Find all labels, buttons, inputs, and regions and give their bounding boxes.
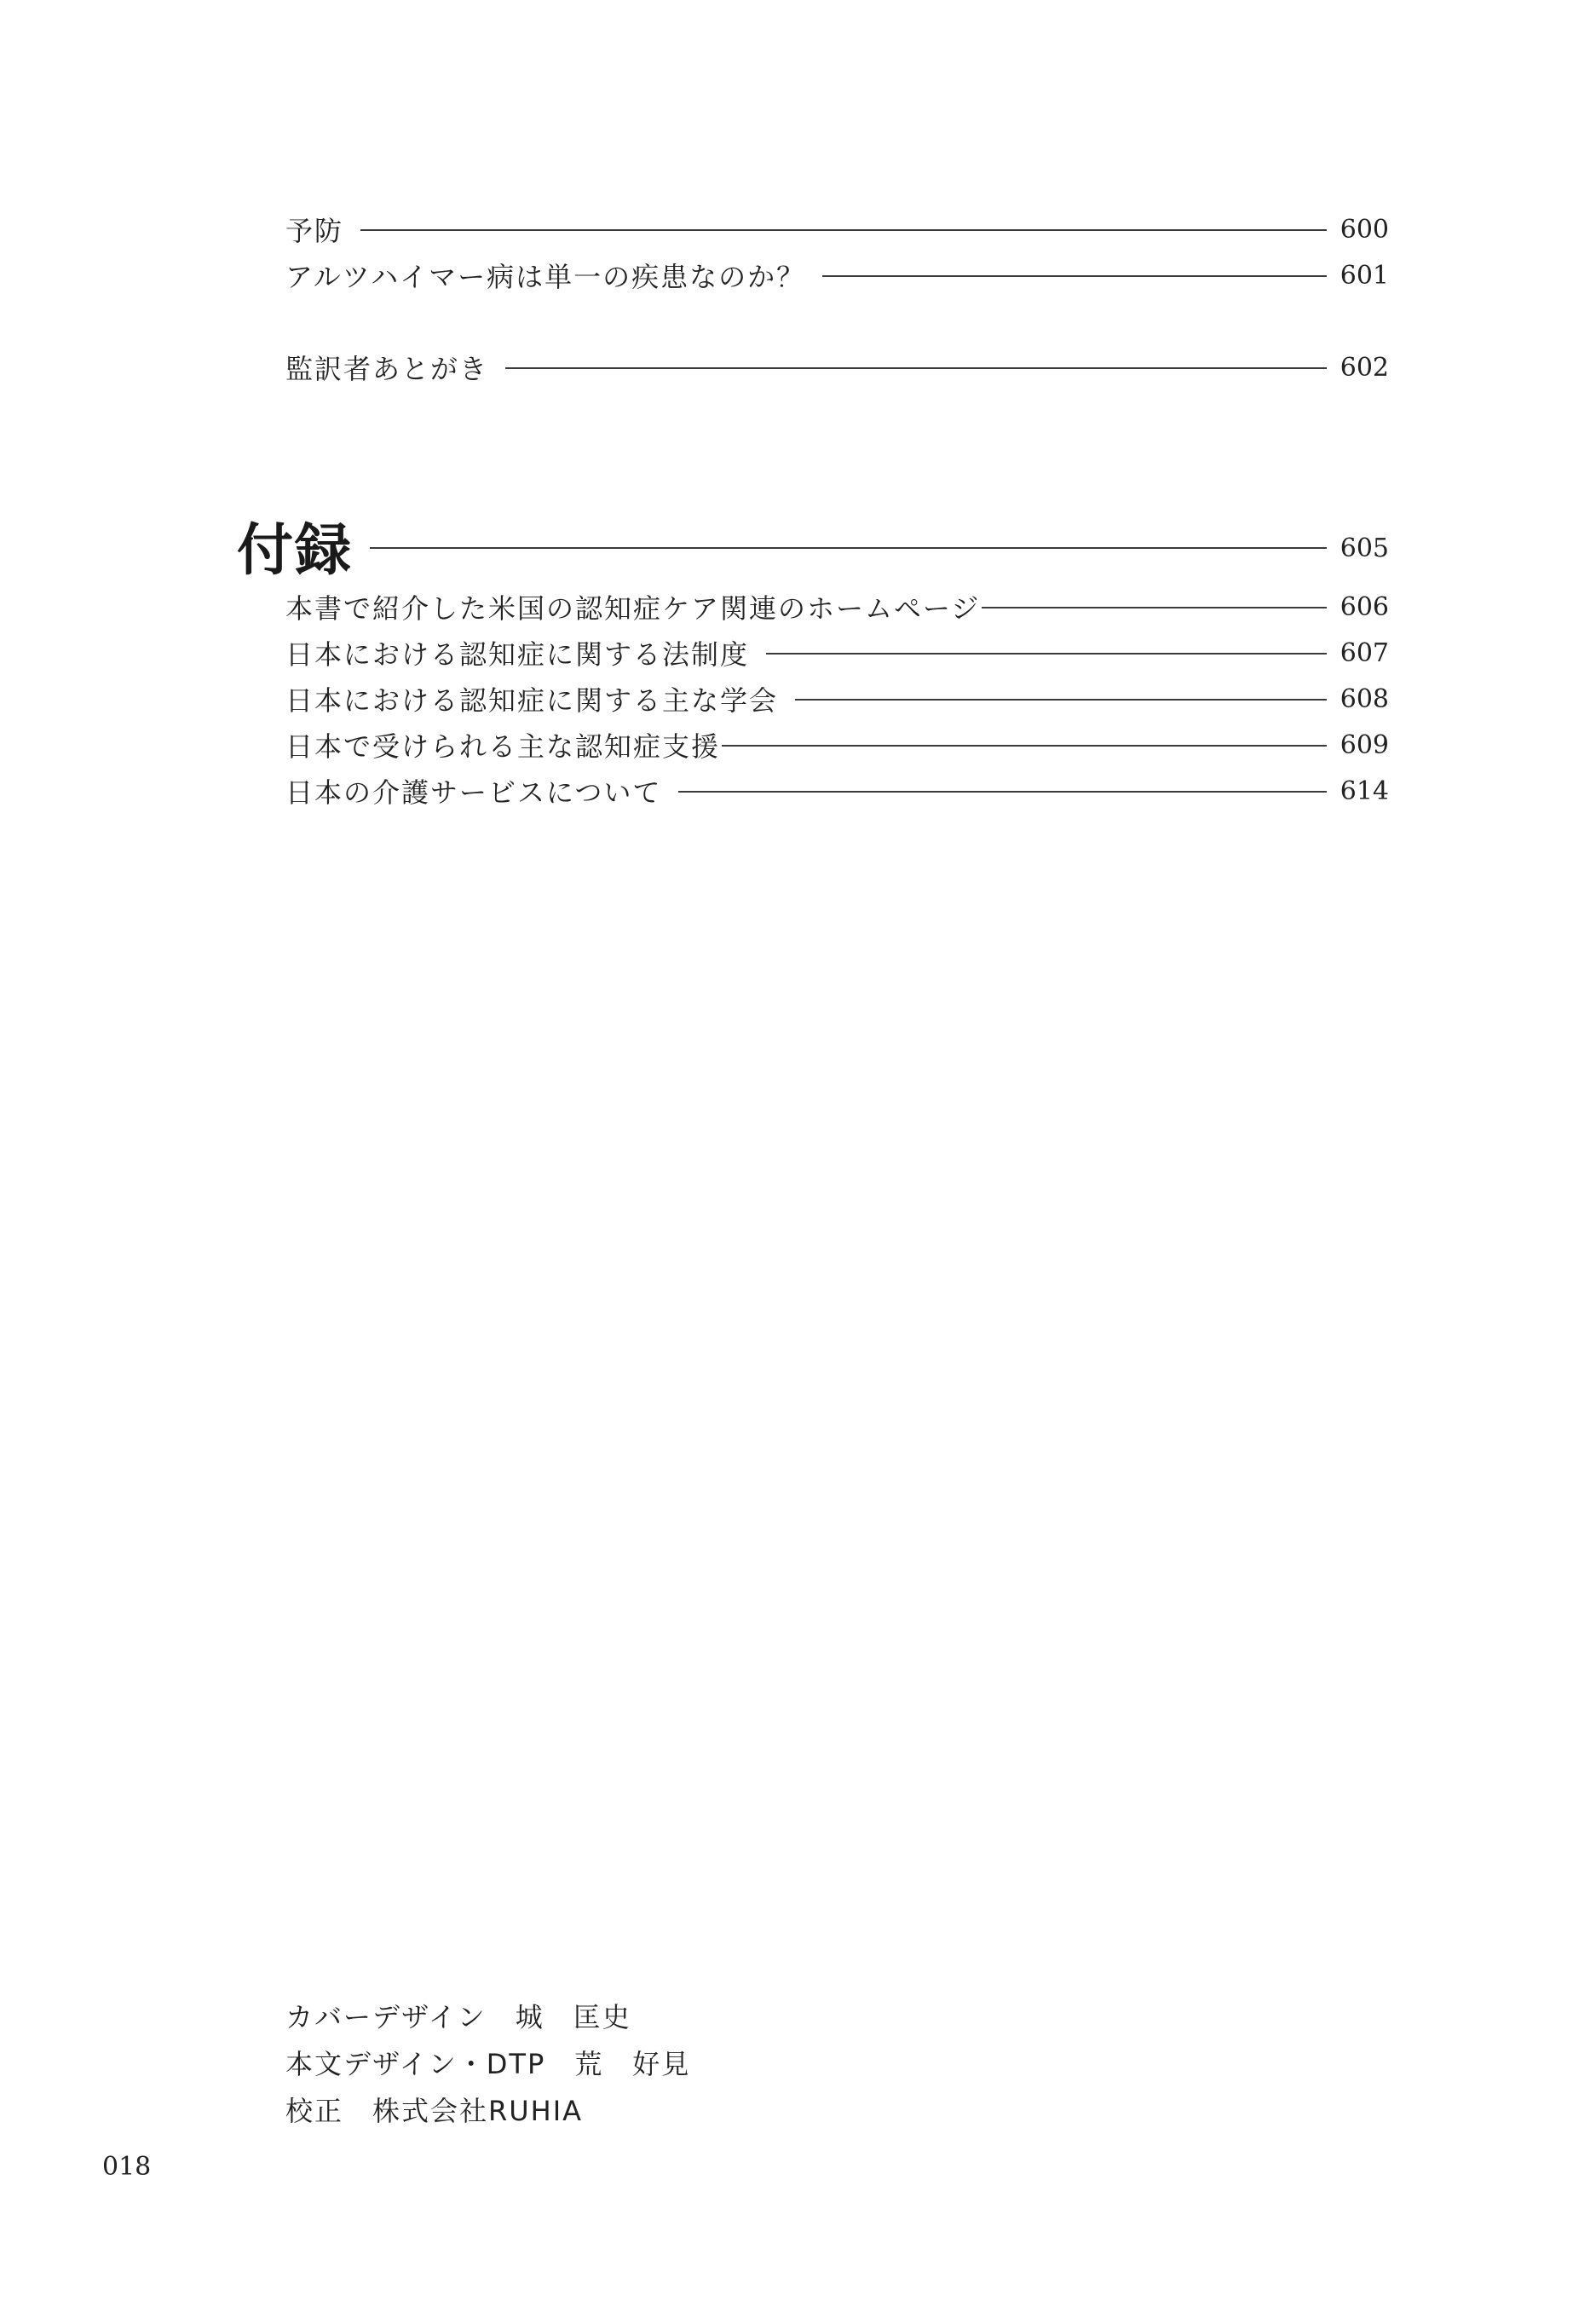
toc-entry-page: 614 — [1340, 776, 1389, 806]
toc-entry-prevention[interactable] — [285, 206, 1389, 252]
appendix-entry-homepages[interactable] — [285, 584, 1389, 630]
credit-text-design: 本文デザイン・DTP 荒 好見 — [285, 2048, 691, 2080]
toc-leader-line — [722, 745, 1327, 747]
toc-entry-label: 日本における認知症に関する主な学会 — [285, 684, 779, 717]
toc-leader-line — [822, 275, 1327, 277]
toc-entry-page: 601 — [1340, 260, 1389, 291]
toc-entry-page: 602 — [1340, 352, 1389, 383]
credit-cover-design: カバーデザイン 城 匡史 — [285, 2001, 631, 2033]
toc-leader-line — [795, 699, 1327, 701]
toc-entry-label: 予防 — [285, 215, 344, 247]
toc-leader-line — [370, 547, 1327, 549]
toc-entry-label: 本書で紹介した米国の認知症ケア関連のホームページ — [285, 592, 981, 625]
toc-entry-label: 日本で受けられる主な認知症支援 — [285, 730, 721, 763]
appendix-entry-care-services[interactable] — [285, 768, 1389, 814]
toc-entry-alzheimers[interactable] — [285, 252, 1389, 298]
toc-entry-label: 日本の介護サービスについて — [285, 776, 662, 809]
toc-entry-label: 監訳者あとがき — [285, 353, 489, 385]
toc-entry-page: 600 — [1340, 214, 1389, 245]
toc-leader-line — [678, 791, 1326, 793]
toc-entry-afterword[interactable] — [285, 344, 1389, 390]
appendix-heading[interactable] — [237, 506, 1389, 583]
toc-entry-page: 609 — [1340, 730, 1389, 760]
appendix-title: 付録 — [237, 516, 353, 583]
toc-entry-page: 607 — [1340, 637, 1389, 668]
credit-proofreading: 校正 株式会社RUHIA — [285, 2095, 584, 2127]
appendix-entry-support[interactable] — [285, 722, 1389, 768]
toc-entry-page: 606 — [1340, 591, 1389, 622]
toc-leader-line — [505, 367, 1327, 369]
toc-entry-page: 608 — [1340, 683, 1389, 714]
toc-leader-line — [982, 607, 1326, 608]
toc-leader-line — [766, 653, 1327, 655]
toc-leader-line — [360, 229, 1327, 231]
page-number: 018 — [102, 2152, 152, 2182]
toc-entry-label: 日本における認知症に関する法制度 — [285, 638, 750, 671]
appendix-entry-societies[interactable] — [285, 676, 1389, 722]
appendix-entry-legal[interactable] — [285, 630, 1389, 676]
appendix-page: 605 — [1340, 533, 1389, 563]
toc-entry-label: アルツハイマー病は単一の疾患なのか？ — [285, 261, 806, 293]
